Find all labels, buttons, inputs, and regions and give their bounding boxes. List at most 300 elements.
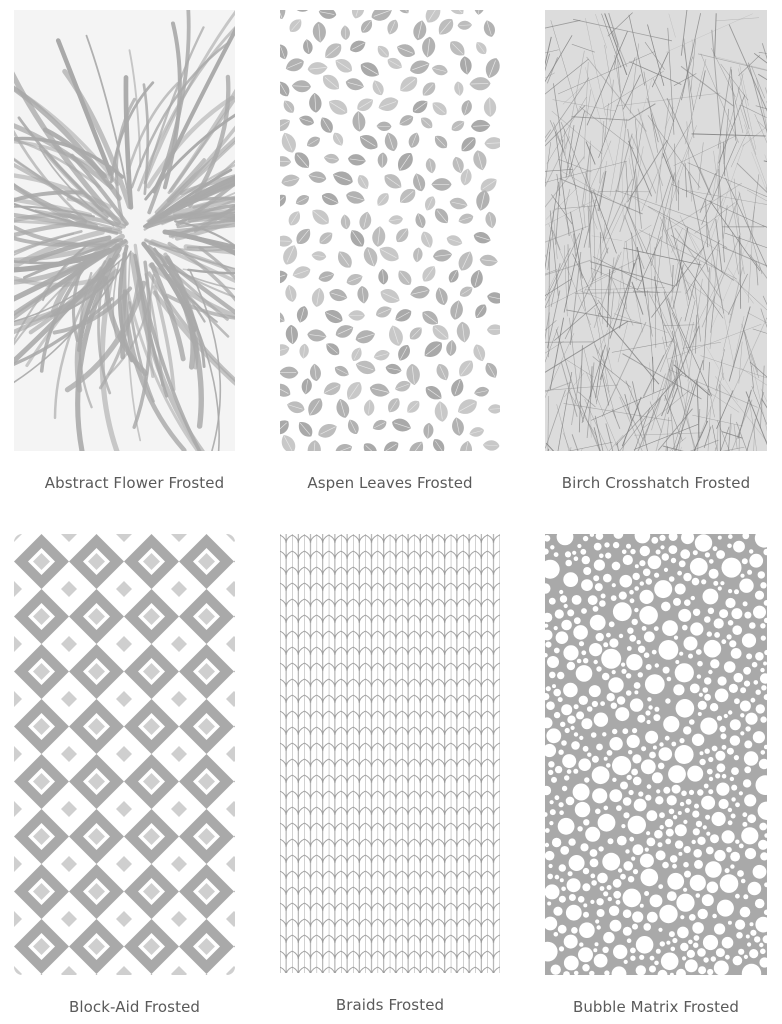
bubble — [675, 584, 686, 595]
bubble — [678, 811, 682, 815]
bubble — [647, 810, 658, 821]
bubble — [722, 830, 735, 843]
product-name-bubble-matrix: Bubble Matrix Frosted — [572, 998, 740, 1016]
bubble — [594, 713, 608, 727]
bubble — [700, 718, 717, 735]
bubble — [573, 769, 578, 774]
bubble — [556, 631, 569, 644]
bubble — [741, 879, 746, 884]
bubble — [659, 535, 665, 541]
bubble — [705, 815, 710, 820]
bubble — [555, 795, 560, 800]
bubble — [662, 553, 669, 560]
bubble — [660, 941, 665, 946]
bubble — [667, 677, 672, 682]
bubble — [630, 698, 643, 711]
bubble — [631, 769, 638, 776]
bubble — [694, 860, 703, 869]
bubble — [617, 696, 625, 704]
bubble — [583, 536, 588, 541]
bubble — [760, 716, 766, 722]
bubble — [667, 795, 677, 805]
bubble — [644, 631, 655, 642]
bubble — [711, 956, 716, 961]
bubble — [550, 545, 554, 549]
bubble — [645, 674, 665, 694]
bubble — [730, 777, 734, 781]
bubble — [758, 571, 765, 578]
bubble — [568, 871, 573, 876]
bubble — [574, 732, 578, 736]
bubble — [603, 642, 608, 647]
bubble — [563, 572, 578, 587]
bubble — [627, 646, 632, 651]
bubble — [558, 697, 563, 702]
bubble — [739, 844, 744, 849]
bubble — [626, 544, 631, 549]
bubble — [673, 598, 681, 606]
product-tile-abstract-flower[interactable] — [14, 10, 235, 451]
product-tile-bubble-matrix[interactable] — [545, 534, 767, 975]
bubble — [613, 879, 622, 888]
bubble — [716, 948, 725, 957]
bubble — [563, 645, 578, 660]
bubble — [550, 800, 554, 804]
bubble — [626, 690, 632, 696]
bubble — [676, 699, 695, 718]
bubble — [742, 558, 748, 564]
bubble — [638, 791, 643, 796]
bubble — [728, 620, 734, 626]
bubble — [728, 589, 732, 593]
bubble — [557, 672, 564, 679]
bubble — [704, 616, 711, 623]
bubble — [703, 825, 707, 829]
bubble — [714, 961, 729, 976]
bubble — [595, 919, 599, 923]
bubble — [640, 590, 654, 604]
bubble — [640, 854, 654, 868]
bubble — [608, 897, 612, 901]
bubble — [583, 567, 591, 575]
block-aid-pattern — [14, 534, 235, 975]
bubble — [632, 754, 641, 763]
bubble — [608, 838, 614, 844]
bubble — [697, 837, 705, 845]
bubble — [722, 745, 727, 750]
bubble — [698, 712, 702, 716]
bubble — [751, 698, 756, 703]
bubble — [585, 827, 600, 842]
bubble — [602, 732, 606, 736]
bubble — [623, 812, 629, 818]
bubble — [672, 864, 677, 869]
bubble — [565, 728, 570, 733]
bubble — [551, 965, 561, 975]
bubble — [643, 923, 651, 931]
product-tile-birch-crosshatch[interactable] — [545, 10, 767, 451]
bubble — [745, 726, 750, 731]
bubble — [680, 943, 688, 951]
bubble — [730, 864, 734, 868]
bubble — [665, 736, 670, 741]
bubble — [741, 827, 758, 844]
bubble — [686, 799, 692, 805]
bubble — [733, 541, 745, 553]
bubble — [759, 943, 763, 947]
bubble — [661, 953, 679, 971]
product-name-braids: Braids Frosted — [335, 996, 445, 1014]
bubble — [732, 625, 742, 635]
bubble — [603, 574, 612, 583]
bubble — [728, 808, 732, 812]
bubble — [559, 946, 564, 951]
bubble — [703, 957, 708, 962]
bubble — [595, 809, 601, 815]
bubble — [735, 802, 740, 807]
bubble — [597, 925, 601, 929]
bubble — [760, 949, 766, 955]
bubble — [690, 684, 700, 694]
bubble — [709, 569, 719, 579]
bubble — [704, 640, 722, 658]
bubble — [604, 542, 609, 547]
bubble — [577, 826, 582, 831]
bubble — [713, 581, 718, 586]
product-name-birch-crosshatch: Birch Crosshatch Frosted — [561, 474, 751, 492]
bubble — [687, 766, 703, 782]
bubble — [612, 729, 617, 734]
product-tile-block-aid[interactable] — [14, 534, 235, 975]
bubble — [611, 703, 617, 709]
bubble — [600, 886, 605, 891]
bubble — [601, 649, 621, 669]
bubble — [634, 608, 638, 612]
bubble — [665, 698, 670, 703]
bubble — [640, 581, 644, 585]
bubble — [592, 701, 598, 707]
bubble — [564, 956, 579, 971]
bubble — [641, 869, 659, 887]
bubble — [695, 534, 712, 551]
bubble — [692, 922, 704, 934]
bubble — [680, 549, 690, 559]
bubble — [669, 545, 678, 554]
bubble — [567, 609, 574, 616]
bubble — [744, 740, 752, 748]
bubble — [717, 900, 734, 917]
bubble — [699, 759, 705, 765]
bubble — [627, 628, 633, 634]
bubble — [673, 684, 684, 695]
bubble — [728, 710, 732, 714]
bubble — [662, 862, 669, 869]
bubble — [673, 815, 677, 819]
bubble — [632, 924, 638, 930]
bubble — [680, 915, 684, 919]
bubble — [712, 914, 717, 919]
bubble — [736, 932, 743, 939]
bubble — [582, 883, 590, 891]
bubble — [731, 608, 742, 619]
bubble — [621, 669, 626, 674]
bubble — [727, 634, 732, 639]
bubble — [676, 894, 694, 912]
bubble — [738, 949, 744, 955]
bubble — [609, 906, 619, 916]
bubble — [610, 920, 622, 932]
bubble — [717, 716, 722, 721]
bubble — [598, 846, 603, 851]
bubble — [634, 682, 641, 689]
bubble — [761, 636, 766, 641]
bubble — [651, 537, 658, 544]
bubble — [728, 820, 733, 825]
bubble — [665, 839, 671, 845]
bubble — [612, 778, 616, 782]
bubble — [590, 874, 595, 879]
bubble — [620, 782, 628, 790]
bubble — [744, 751, 758, 765]
bubble — [667, 891, 677, 901]
bubble — [763, 662, 767, 666]
bubble — [675, 745, 694, 764]
bubble — [714, 850, 725, 861]
bubble — [697, 948, 706, 957]
bubble — [549, 598, 556, 605]
bubble — [714, 923, 725, 934]
bubble — [688, 940, 693, 945]
bubble — [749, 554, 763, 568]
bubble — [747, 942, 751, 946]
bubble — [743, 779, 751, 787]
bubble — [549, 864, 553, 868]
bubble — [563, 683, 578, 698]
bubble — [592, 756, 599, 763]
bubble — [646, 831, 650, 835]
bubble — [734, 673, 744, 683]
bubble — [714, 618, 724, 628]
bubble — [616, 900, 621, 905]
bubble — [754, 936, 760, 942]
bubble — [740, 701, 751, 712]
bubble — [633, 777, 642, 786]
bubble — [654, 830, 663, 839]
bubble — [697, 674, 701, 678]
bubble — [558, 750, 563, 755]
bubble — [555, 766, 562, 773]
bubble — [744, 681, 750, 687]
bubble — [707, 969, 713, 975]
bubble — [647, 697, 651, 701]
bubble — [652, 650, 657, 655]
bubble — [572, 595, 582, 605]
bubble — [744, 766, 751, 773]
bubble — [618, 868, 622, 872]
bubble — [731, 767, 739, 775]
bubble — [679, 738, 684, 743]
bubble — [728, 921, 732, 925]
bubble — [742, 633, 756, 647]
bubble — [564, 935, 578, 949]
bubble — [644, 652, 650, 658]
bubble — [567, 716, 575, 724]
bubble — [649, 966, 656, 973]
product-name-aspen-leaves: Aspen Leaves Frosted — [307, 474, 473, 492]
abstract-flower-pattern — [14, 10, 235, 451]
bubble — [547, 902, 551, 906]
bubble — [622, 728, 628, 734]
bubble — [596, 633, 604, 641]
bubble — [656, 789, 660, 793]
bubble — [692, 734, 704, 746]
bubble — [574, 617, 581, 624]
bubble — [694, 935, 700, 941]
bubble — [545, 884, 560, 899]
bubble — [599, 554, 604, 559]
bubble — [569, 894, 576, 901]
bubble — [663, 716, 679, 732]
bubble — [654, 961, 659, 966]
bubble — [554, 932, 559, 937]
bubble — [559, 896, 566, 903]
bubble — [718, 586, 722, 590]
bubble — [756, 690, 761, 695]
product-tile-aspen-leaves[interactable] — [280, 10, 500, 451]
bubble — [622, 550, 627, 555]
bubble — [722, 774, 727, 779]
bubble — [629, 635, 636, 642]
bubble — [583, 819, 589, 825]
bubble — [694, 804, 699, 809]
bubble — [659, 812, 665, 818]
bubble — [747, 570, 752, 575]
bubble — [742, 822, 747, 827]
bubble — [688, 654, 693, 659]
bubble — [552, 838, 561, 847]
bubble — [564, 775, 569, 780]
bubble — [708, 789, 713, 794]
bubble — [565, 560, 572, 567]
bubble — [623, 555, 633, 565]
bubble — [633, 844, 644, 855]
bubble — [715, 689, 729, 703]
bubble — [760, 668, 764, 672]
braids-pattern — [280, 534, 500, 973]
bubble — [685, 959, 698, 972]
bubble — [719, 799, 729, 809]
bubble — [740, 574, 744, 578]
bubble — [704, 694, 711, 701]
bubble — [548, 770, 553, 775]
bubble — [594, 660, 598, 664]
bubble — [639, 560, 645, 566]
bubble — [667, 873, 684, 890]
bubble — [725, 598, 735, 608]
bubble — [654, 573, 659, 578]
bubble — [635, 564, 639, 568]
bubble — [707, 769, 713, 775]
bubble — [608, 677, 623, 692]
bubble — [626, 654, 642, 670]
bubble — [636, 936, 654, 954]
bubble — [559, 864, 566, 871]
bubble — [719, 609, 728, 618]
bubble — [663, 787, 670, 794]
bubble — [576, 665, 593, 682]
bubble — [721, 639, 726, 644]
bubble — [646, 578, 652, 584]
bubble — [735, 920, 745, 930]
bubble — [607, 750, 613, 756]
bubble — [675, 840, 683, 848]
bubble — [716, 550, 725, 559]
bubble — [682, 625, 688, 631]
bubble — [582, 964, 589, 971]
bubble — [666, 941, 670, 945]
bubble — [553, 907, 562, 916]
bubble — [621, 663, 625, 667]
bubble — [755, 899, 765, 909]
bubble — [629, 837, 634, 842]
bubble — [620, 874, 626, 880]
bubble — [609, 638, 618, 647]
bubble — [710, 834, 719, 843]
bubble — [718, 676, 727, 685]
bubble — [549, 821, 553, 825]
bubble — [596, 744, 603, 751]
bubble — [727, 544, 732, 549]
bubble — [546, 686, 551, 691]
bubble — [744, 955, 748, 959]
bubble — [609, 737, 622, 750]
bubble — [674, 636, 678, 640]
bubble — [696, 649, 702, 655]
bubble — [704, 784, 709, 789]
bubble — [679, 652, 683, 656]
product-name-block-aid: Block-Aid Frosted — [68, 998, 201, 1016]
bubble — [578, 758, 591, 771]
bubble — [649, 752, 656, 759]
bubble — [745, 848, 756, 859]
bubble — [558, 925, 567, 934]
bubble — [594, 560, 605, 571]
bubble — [639, 606, 658, 625]
bubble — [724, 661, 736, 673]
bubble — [735, 840, 739, 844]
bubble — [720, 874, 739, 893]
bubble — [690, 875, 706, 891]
bubble — [703, 589, 719, 605]
bubble — [647, 784, 652, 789]
bubble — [656, 550, 661, 555]
bubble — [623, 861, 633, 871]
bubble — [662, 620, 678, 636]
product-tile-braids[interactable] — [280, 534, 500, 973]
bubble — [689, 790, 694, 795]
bubble — [712, 746, 718, 752]
bubble — [658, 842, 663, 847]
bubble — [720, 581, 724, 585]
bubble — [664, 568, 668, 572]
bubble — [684, 599, 691, 606]
bubble — [697, 661, 703, 667]
bubble — [722, 558, 742, 578]
bubble — [603, 932, 614, 943]
bubble — [702, 894, 714, 906]
bubble — [554, 648, 560, 654]
bubble — [577, 544, 581, 548]
